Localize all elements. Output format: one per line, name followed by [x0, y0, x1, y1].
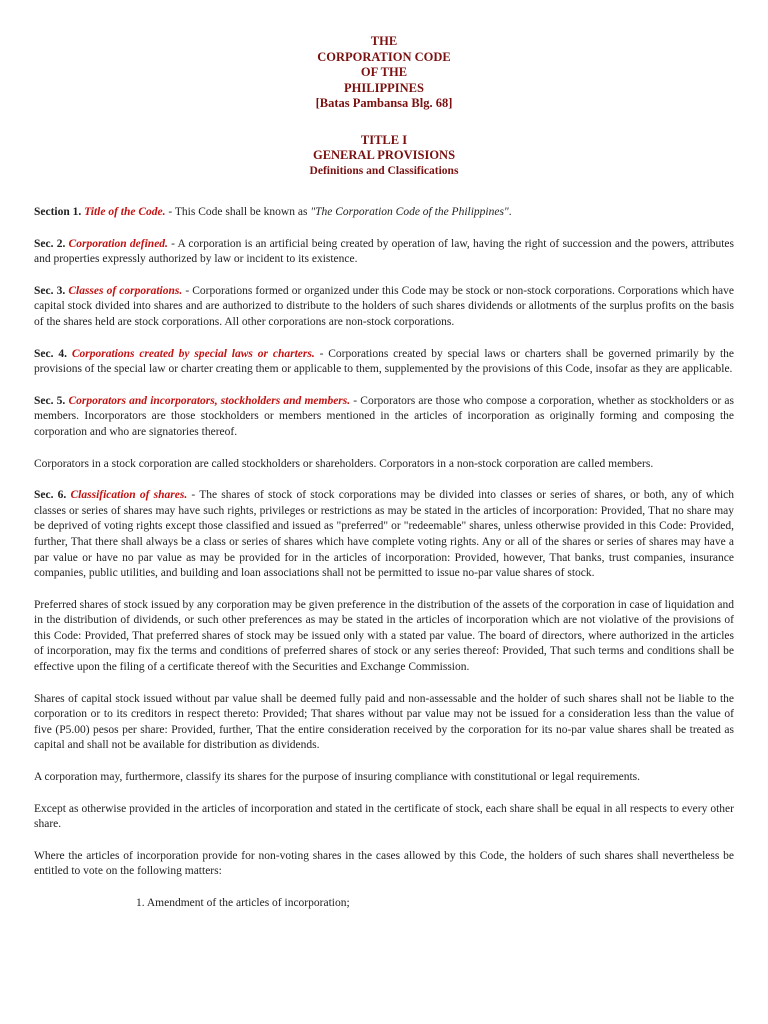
section-1-post: .	[508, 206, 512, 218]
section-6-body: - The shares of stock of stock corporations may be divided into classes or series of shares, or both, any of which classes or series of shares may have such rights, privileges or restrictions as may be stated in the articles of incorporation: Provided, That no share may be deprived of voting rights except those classified and issued as "preferred" or "redeemable" shares, unless otherwise provided in this Code: Provided, further, That there shall always be a class or series of shares which have complete voting rights. Any or all of the shares or series of shares may have a par value or have no par value as may be provided for in the articles of incorporation: Provided, however, That banks, trust companies, insurance companies, public utilities, and building and loan associations shall not be permitted to issue no-par value shares of stock.	[34, 489, 735, 580]
section-4	[34, 347, 734, 378]
section-3-body: - Corporations formed or organized under this Code may be stock or non-stock corporations. Corporations which have capital stock divided into shares and are authorized to distribute to the holders of such shares dividends or allotments of the surplus profits on the basis of the shares held are stock corporations. All other corporations are non-stock corporations.	[34, 284, 735, 328]
section-1-title: Title of the Code.	[84, 206, 166, 218]
section-2-label: Sec. 2.	[34, 237, 66, 250]
section-3-title: Classes of corporations.	[68, 284, 183, 297]
section-5-body: - Corporators are those who compose a corporation, whether as stockholders or as members. Incorporators are those stockholders or members mentioned in the articles of incorporation as originally forming and composing the corporation and who are signatories thereof.	[34, 394, 734, 438]
title-block	[34, 133, 734, 180]
paragraph-classify-shares: A corporation may, furthermore, classify its shares for the purpose of insuring compliance with constitutional or legal requirements.	[34, 771, 641, 784]
section-3-label: Sec. 3.	[34, 284, 66, 297]
document-header	[34, 34, 734, 112]
section-4-label: Sec. 4.	[34, 347, 67, 360]
section-1-quote: "The Corporation Code of the Philippines"	[310, 206, 509, 218]
header-line-corporation-code: CORPORATION CODE	[317, 49, 451, 64]
header-line-philippines: PHILIPPINES	[344, 80, 424, 95]
section-2	[34, 237, 734, 268]
title-name: GENERAL PROVISIONS	[312, 148, 456, 162]
section-5-title: Corporators and incorporators, stockholders and members.	[68, 394, 351, 407]
section-1	[34, 205, 734, 221]
paragraph-non-voting-shares: Where the articles of incorporation provide for non-voting shares in the cases allowed by this Code, the holders of such shares shall nevertheless be entitled to vote on the following matters:	[34, 849, 734, 878]
section-4-title: Corporations created by special laws or charters.	[71, 347, 315, 360]
list-item: 1. Amendment of the articles of incorporation;	[136, 897, 350, 909]
section-6-label: Sec. 6.	[34, 489, 67, 502]
section-5	[34, 394, 734, 441]
section-2-title: Corporation defined.	[68, 237, 168, 250]
section-2-body: - A corporation is an artificial being created by operation of law, having the right of succession and the powers, attributes and properties expressly authorized by law or incident to its existence.	[34, 237, 735, 266]
section-4-body: - Corporations created by special laws or charters shall be governed primarily by the provisions of the special law or charter creating them or applicable to them, supplemented by the provisions of this Code, insofar as they are applicable.	[34, 347, 734, 376]
header-line-of-the: OF THE	[360, 65, 408, 79]
section-3	[34, 284, 734, 331]
section-6	[34, 488, 734, 582]
section-5-label: Sec. 5.	[34, 394, 66, 407]
section-1-pre: - This Code shall be known as	[165, 206, 311, 218]
section-5-corporators: Corporators in a stock corporation are called stockholders or shareholders. Corporators in a non-stock corporation are called members.	[34, 457, 654, 470]
paragraph-preferred-shares: Preferred shares of stock issued by any corporation may be given preference in the distribution of the assets of the corporation in case of liquidation and in the distribution of dividends, or such other preferences as may be stated in the articles of incorporation which are not violative of the provisions of this Code: Provided, That preferred shares of stock may be issued only with a stated par value. The board of directors, where authorized in the articles of incorporation, may fix the terms and conditions of preferred shares of stock or any series thereof: Provided, That such terms and conditions shall be effective upon the filing of a certificate thereof with the Securities and Exchange Commission.	[34, 598, 734, 674]
section-6-title: Classification of shares.	[70, 489, 188, 502]
header-line-batas-pambansa: [Batas Pambansa Blg. 68]	[315, 96, 453, 110]
section-1-label: Section 1.	[34, 206, 82, 218]
paragraph-equal-shares: Except as otherwise provided in the articles of incorporation and stated in the certificate of stock, each share shall be equal in all respects to every other share.	[34, 802, 734, 831]
header-line-the: THE	[370, 34, 398, 48]
title-subtitle: Definitions and Classifications	[309, 164, 459, 177]
title-number: TITLE I	[360, 132, 408, 147]
paragraph-no-par-shares: Shares of capital stock issued without par value shall be deemed fully paid and non-assessable and the holder of such shares shall not be liable to the corporation or to its creditors in respect thereto: Provided; That shares without par value may not be issued for a consideration less than the value of five (P5.00) pesos per share: Provided, further, That the entire consideration received by the corporation for its no-par value shares shall be treated as capital and shall not be available for distribution as dividends.	[34, 692, 734, 752]
